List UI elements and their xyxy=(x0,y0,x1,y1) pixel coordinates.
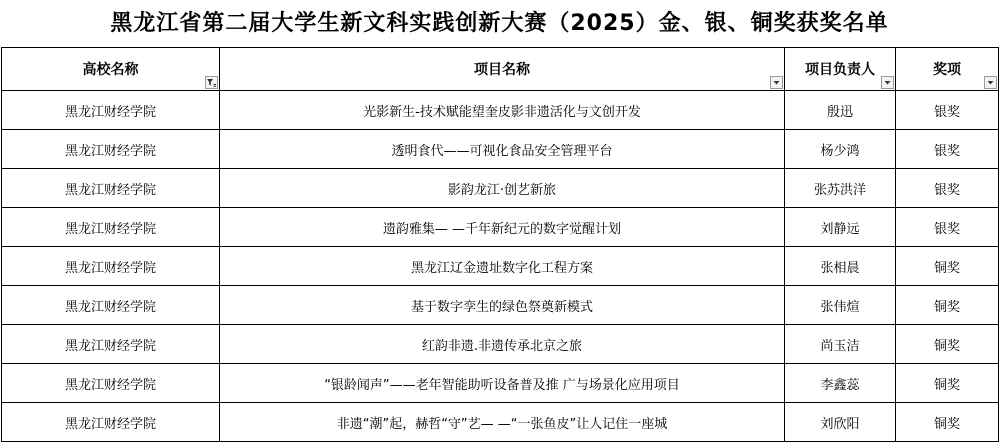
cell-leader[interactable]: 张伟煊 xyxy=(785,286,896,325)
cell-school[interactable]: 黑龙江财经学院 xyxy=(2,208,220,247)
table-row xyxy=(2,364,999,403)
cell-school[interactable]: 黑龙江财经学院 xyxy=(2,286,220,325)
cell-project[interactable]: 影韵龙江·创艺新旅 xyxy=(220,169,785,208)
cell-school[interactable]: 黑龙江财经学院 xyxy=(2,364,220,403)
cell-leader[interactable]: 杨少鸿 xyxy=(785,130,896,169)
dropdown-arrow-icon[interactable] xyxy=(770,76,783,89)
column-header-label: 项目名称 xyxy=(474,62,530,78)
table-row xyxy=(2,286,999,325)
cell-award[interactable]: 铜奖 xyxy=(896,286,999,325)
table-row xyxy=(2,325,999,364)
header-row xyxy=(2,48,999,91)
cell-project[interactable]: 基于数字孪生的绿色祭奠新模式 xyxy=(220,286,785,325)
cell-leader[interactable]: 尚玉洁 xyxy=(785,325,896,364)
cell-project[interactable]: 非遗“潮”起，赫哲“守”艺— —“一张鱼皮”让人记住一座城 xyxy=(220,403,785,442)
table-row xyxy=(2,169,999,208)
cell-leader[interactable]: 张相晨 xyxy=(785,247,896,286)
cell-leader[interactable]: 张苏洪洋 xyxy=(785,169,896,208)
cell-award[interactable]: 银奖 xyxy=(896,169,999,208)
award-table xyxy=(1,47,999,442)
cell-project[interactable]: 红韵非遗.非遗传承北京之旅 xyxy=(220,325,785,364)
cell-leader[interactable]: 刘欣阳 xyxy=(785,403,896,442)
column-header-label: 高校名称 xyxy=(82,62,139,78)
cell-leader[interactable]: 刘静远 xyxy=(785,208,896,247)
cell-award[interactable]: 银奖 xyxy=(896,208,999,247)
column-header-school xyxy=(2,48,220,91)
cell-school[interactable]: 黑龙江财经学院 xyxy=(2,247,220,286)
table-row xyxy=(2,208,999,247)
table-row xyxy=(2,247,999,286)
dropdown-arrow-icon[interactable] xyxy=(984,76,997,89)
page-title: 黑龙江省第二届大学生新文科实践创新大赛（2025）金、银、铜奖获奖名单 xyxy=(110,11,889,36)
cell-project[interactable]: 黑龙江辽金遗址数字化工程方案 xyxy=(220,247,785,286)
cell-school[interactable]: 黑龙江财经学院 xyxy=(2,169,220,208)
column-header-leader xyxy=(785,48,896,91)
cell-award[interactable]: 银奖 xyxy=(896,91,999,130)
filter-active-icon[interactable] xyxy=(205,76,218,89)
cell-project[interactable]: “银龄闻声”——老年智能助听设备普及推 广与场景化应用项目 xyxy=(220,364,785,403)
cell-award[interactable]: 银奖 xyxy=(896,130,999,169)
column-header-project xyxy=(220,48,785,91)
column-header-label: 奖项 xyxy=(933,62,961,78)
cell-award[interactable]: 铜奖 xyxy=(896,325,999,364)
cell-school[interactable]: 黑龙江财经学院 xyxy=(2,325,220,364)
table-row xyxy=(2,91,999,130)
table-row xyxy=(2,130,999,169)
cell-project[interactable]: 遗韵雅集— —千年新纪元的数字觉醒计划 xyxy=(220,208,785,247)
cell-award[interactable]: 铜奖 xyxy=(896,247,999,286)
cell-school[interactable]: 黑龙江财经学院 xyxy=(2,91,220,130)
column-header-label: 项目负责人 xyxy=(805,62,875,78)
cell-project[interactable]: 光影新生-技术赋能望奎皮影非遗活化与文创开发 xyxy=(220,91,785,130)
table-row xyxy=(2,403,999,442)
cell-award[interactable]: 铜奖 xyxy=(896,403,999,442)
column-header-award xyxy=(896,48,999,91)
cell-leader[interactable]: 殷迅 xyxy=(785,91,896,130)
cell-leader[interactable]: 李鑫蕊 xyxy=(785,364,896,403)
cell-school[interactable]: 黑龙江财经学院 xyxy=(2,130,220,169)
cell-award[interactable]: 铜奖 xyxy=(896,364,999,403)
cell-school[interactable]: 黑龙江财经学院 xyxy=(2,403,220,442)
cell-project[interactable]: 透明食代——可视化食品安全管理平台 xyxy=(220,130,785,169)
dropdown-arrow-icon[interactable] xyxy=(881,76,894,89)
